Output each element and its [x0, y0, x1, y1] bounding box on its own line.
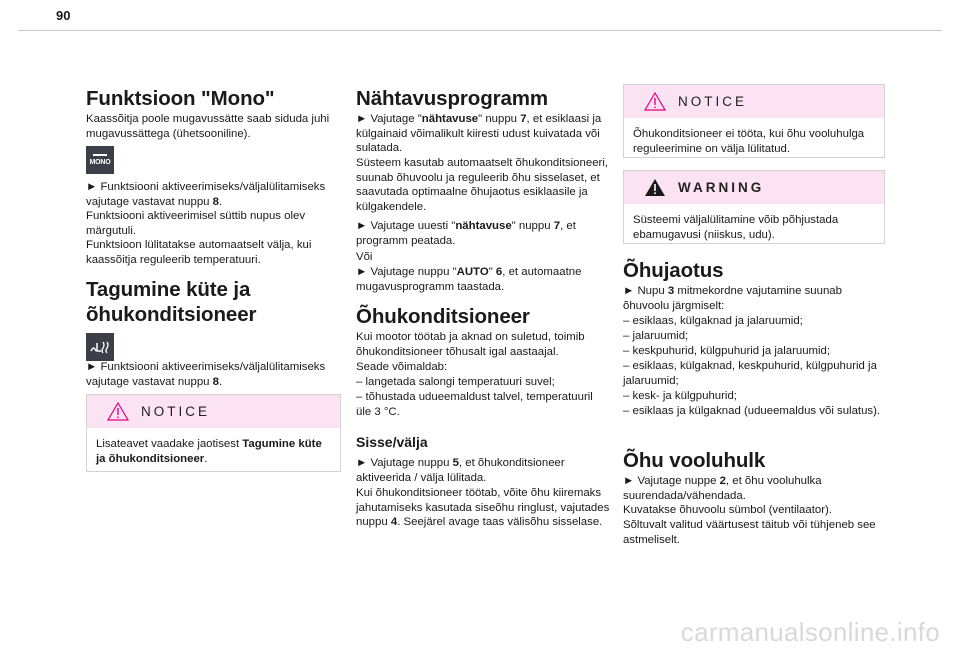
ac-list-item: – tõhustada udueemaldust talvel, temperatuuril üle 3 °C.: [356, 391, 593, 418]
warning-text: Süsteemi väljalülitamine võib põhjustada ebamugavusi (niiskus, udu).: [633, 214, 839, 241]
ac-intro-text: Kui mootor töötab ja aknad on suletud, toimib õhukonditsioneer tõhusalt igal aastaajal.: [356, 331, 585, 358]
ac-list-item: – langetada salongi temperatuuri suvel;: [356, 376, 555, 388]
visibility-step3-text: ► Vajutage nuppu "AUTO" 6, et automaatne mugavusprogramm taastada.: [356, 266, 582, 293]
notice-text: Lisateavet vaadake jaotisest Tagumine küte ja õhukonditsioneer.: [96, 438, 322, 465]
warning-label: WARNING: [678, 180, 765, 195]
watermark: carmanualsonline.info: [680, 617, 940, 647]
notice-triangle-icon: [644, 92, 666, 111]
rear-climate-icon: [89, 339, 111, 355]
airflow-symbol-text: Kuvatakse õhuvoolu sümbol (ventilaator).: [623, 504, 832, 516]
distribution-list-item: – esiklaas, külgaknad ja jalaruumid;: [623, 315, 803, 327]
visibility-or-text: Või: [356, 251, 373, 263]
section-title-on-off: Sisse/välja: [356, 434, 428, 450]
notice-text: Õhukonditsioneer ei tööta, kui õhu vooluhulga reguleerimine on välja lülitatud.: [633, 128, 865, 155]
airflow-level-text: Sõltuvalt valitud väärtusest täitub või tühjeneb see astmeliselt.: [623, 519, 876, 546]
section-title-rear-heating: Tagumine küte ja õhukonditsioneer: [86, 278, 257, 326]
rear-climate-step-text: ► Funktsiooni aktiveerimiseks/väljalülitamiseks vajutage vastavat nuppu 8.: [86, 361, 326, 388]
mono-indicator-text: Funktsiooni aktiveerimisel süttib nupus olev märgutuli.: [86, 210, 306, 237]
warning-box: [623, 170, 885, 244]
header-rule: [18, 30, 942, 31]
page-number: 90: [56, 8, 71, 23]
rear-climate-button-icon: [86, 333, 114, 361]
notice-label: NOTICE: [678, 94, 748, 109]
section-title-air-distribution: Õhujaotus: [623, 259, 724, 282]
section-title-air-conditioning: Õhukonditsioneer: [356, 305, 530, 328]
notice-triangle-icon: [107, 402, 129, 421]
visibility-step2-text: ► Vajutage uuesti "nähtavuse" nuppu 7, et programm peatada.: [356, 220, 576, 247]
ac-allows-text: Seade võimaldab:: [356, 361, 448, 373]
distribution-step-text: ► Nupu 3 mitmekordne vajutamine suunab õhuvoolu järgmiselt:: [623, 285, 842, 312]
notice-box-left: [86, 394, 341, 472]
warning-triangle-icon: [644, 178, 666, 197]
section-title-visibility: Nähtavusprogramm: [356, 87, 549, 110]
mono-auto-off-text: Funktsioon lülitatakse automaatselt välja, kui kaassõitja reguleerib temperatuuri.: [86, 239, 312, 266]
distribution-list-item: – esiklaas ja külgaknad (udueemaldus või sulatus).: [623, 405, 881, 417]
notice-label: NOTICE: [141, 404, 211, 419]
section-title-mono: Funktsioon "Mono": [86, 87, 275, 110]
mono-button-icon: [86, 146, 114, 174]
notice-header: [87, 395, 340, 428]
notice-header: [624, 85, 884, 118]
visibility-step1-text: ► Vajutage "nähtavuse" nuppu 7, et esiklaasi ja külgainaid võimalikult kiiresti udust kuivatada või sulatada.: [356, 113, 602, 155]
recirculation-text: Kui õhukonditsioneer töötab, võite õhu kiiremaks jahutamiseks kasutada siseõhu ringlust, vajutades nuppu 4. Seejärel avage taas välisõhu sisselase.: [356, 487, 610, 529]
section-title-air-flow: Õhu vooluhulk: [623, 449, 766, 472]
distribution-list-item: – jalaruumid;: [623, 330, 689, 342]
notice-box-right: [623, 84, 885, 158]
distribution-list-item: – esiklaas, külgaknad, keskpuhurid, külgpuhurid ja jalaruumid;: [623, 360, 877, 387]
distribution-list-item: – keskpuhurid, külgpuhurid ja jalaruumid;: [623, 345, 831, 357]
distribution-list-item: – kesk- ja külgpuhurid;: [623, 390, 737, 402]
visibility-system-text: Süsteem kasutab automaatselt õhukonditsioneeri, suunab õhuvoolu ja reguleerib õhu sisselaset, et saavutada optimaalne õhujaotus esiklaasile ja külgakendele.: [356, 157, 609, 213]
mono-intro-text: Kaassõitja poole mugavussätte saab siduda juhi mugavussättega (ühetsooniline).: [86, 113, 330, 140]
mono-step-text: ► Funktsiooni aktiveerimiseks/väljalülitamiseks vajutage vastavat nuppu 8.: [86, 181, 326, 208]
on-off-step-text: ► Vajutage nuppu 5, et õhukonditsioneer aktiveerida / välja lülitada.: [356, 457, 565, 484]
mono-icon-label: MONO: [89, 159, 111, 166]
airflow-step-text: ► Vajutage nuppe 2, et õhu vooluhulka suurendada/vähendada.: [623, 475, 822, 502]
warning-header: [624, 171, 884, 204]
